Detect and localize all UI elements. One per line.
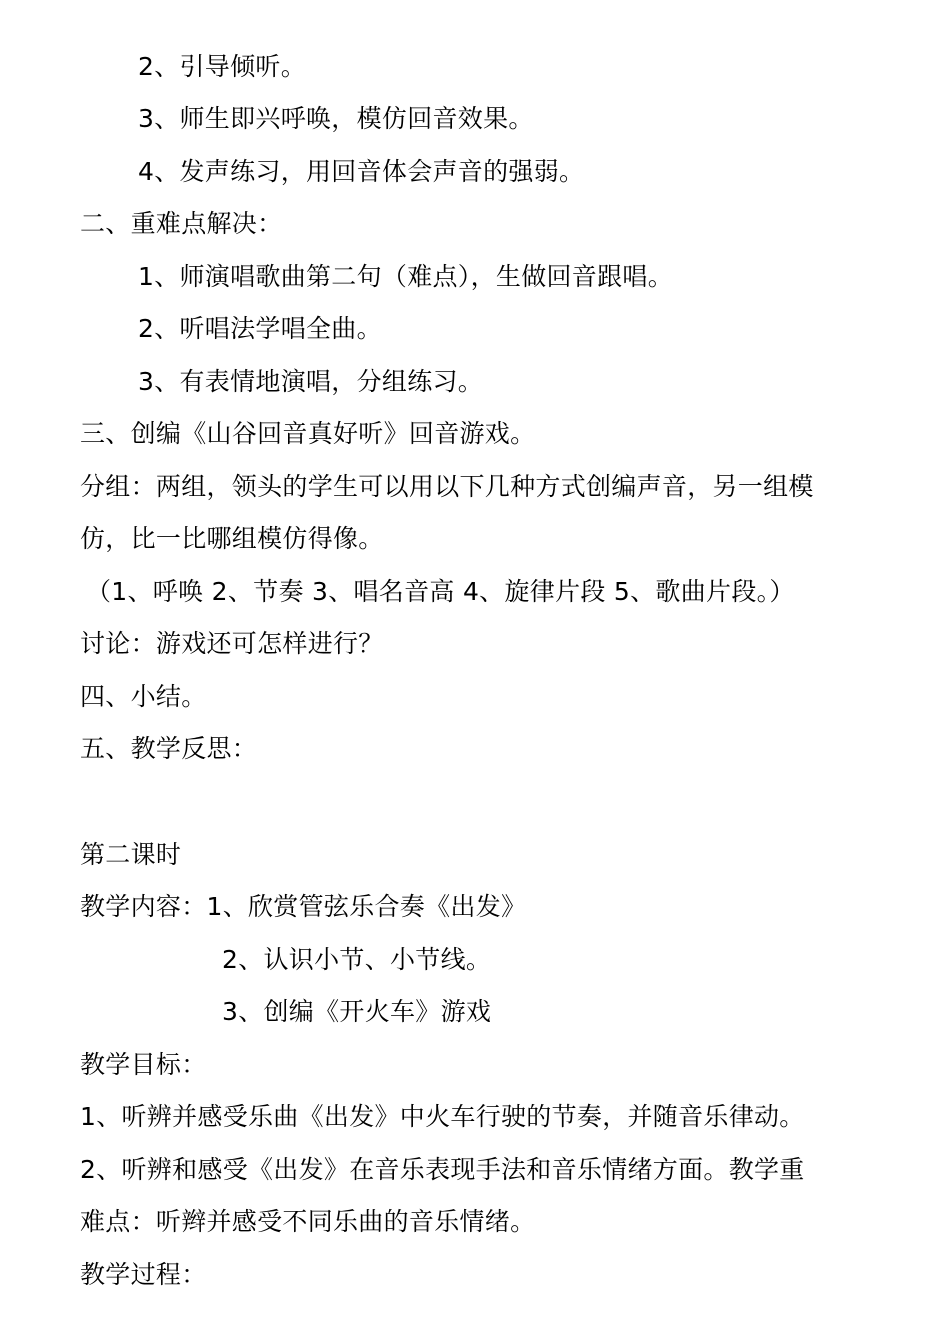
grouping-methods-list: （1、呼唤 2、节奏 3、唱名音高 4、旋律片段 5、歌曲片段。） (86, 577, 795, 606)
teaching-content-item-3: 3、创编《开火车》游戏 (222, 997, 492, 1026)
teaching-goals-heading: 教学目标： (80, 1050, 207, 1079)
grouping-paragraph-line-1: 分组：两组，领头的学生可以用以下几种方式创编声音，另一组模 (80, 472, 814, 501)
section-heading-key-points: 二、重难点解决： (80, 209, 283, 238)
step-4-vocal-practice: 4、发声练习，用回音体会声音的强弱。 (138, 157, 585, 186)
grouping-paragraph-line-2: 仿，比一比哪组模仿得像。 (80, 524, 384, 553)
section-heading-reflection: 五、教学反思： (80, 734, 258, 763)
key-point-2: 2、听唱法学唱全曲。 (138, 314, 382, 343)
teaching-goal-2-line-2: 难点：听辫并感受不同乐曲的音乐情绪。 (80, 1207, 536, 1236)
discussion-line: 讨论：游戏还可怎样进行？ (80, 629, 384, 658)
step-3-echo-imitation: 3、师生即兴呼唤，模仿回音效果。 (138, 104, 534, 133)
teaching-goal-1: 1、听辨并感受乐曲《出发》中火车行驶的节奏，并随音乐律动。 (80, 1102, 805, 1131)
teaching-process-heading: 教学过程： (80, 1260, 207, 1289)
step-2-guide-listening: 2、引导倾听。 (138, 52, 307, 81)
teaching-content-item-2: 2、认识小节、小节线。 (222, 945, 492, 974)
lesson-2-title: 第二课时 (80, 840, 182, 869)
key-point-1: 1、师演唱歌曲第二句（难点），生做回音跟唱。 (138, 262, 674, 291)
section-heading-echo-game: 三、创编《山谷回音真好听》回音游戏。 (80, 419, 536, 448)
section-heading-summary: 四、小结。 (80, 682, 207, 711)
teaching-goal-2-line-1: 2、听辨和感受《出发》在音乐表现手法和音乐情绪方面。教学重 (80, 1155, 805, 1184)
teaching-content-item-1: 教学内容：1、欣赏管弦乐合奏《出发》 (80, 892, 527, 921)
key-point-3: 3、有表情地演唱，分组练习。 (138, 367, 484, 396)
